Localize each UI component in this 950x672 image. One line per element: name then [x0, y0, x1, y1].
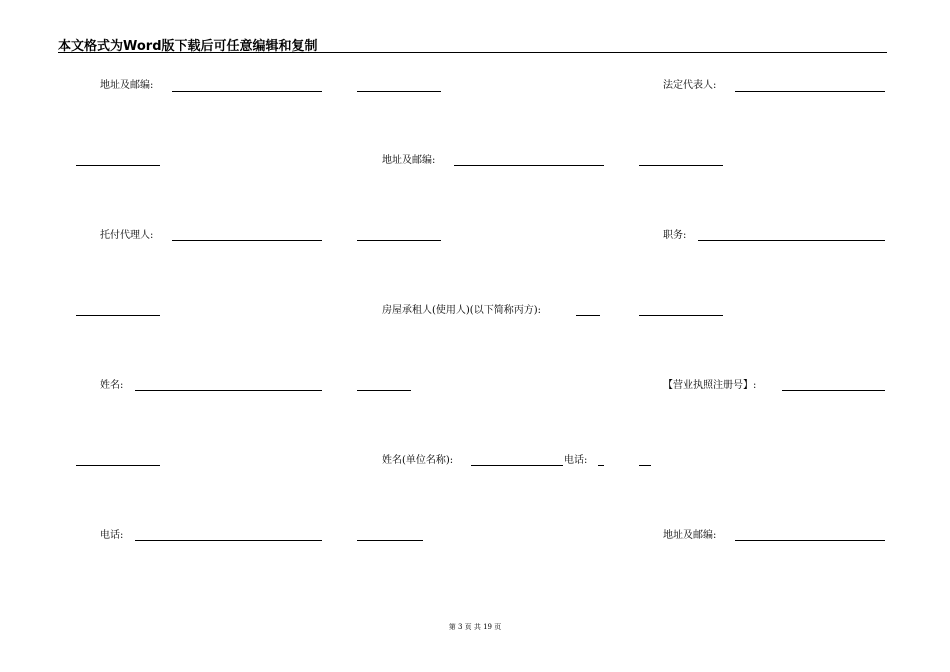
- unit-name-label: 姓名(单位名称):: [382, 455, 454, 466]
- business-license-blank[interactable]: [782, 390, 885, 391]
- blank-line[interactable]: [639, 165, 723, 166]
- phone-label: 电话:: [100, 530, 124, 541]
- blank-line[interactable]: [76, 315, 160, 316]
- document-header-title: 本文格式为Word版下载后可任意编辑和复制: [58, 39, 318, 54]
- phone-blank[interactable]: [598, 465, 604, 466]
- blank-line[interactable]: [639, 315, 723, 316]
- page-number-footer: 第 3 页 共 19 页: [448, 623, 502, 631]
- tenant-blank[interactable]: [576, 315, 600, 316]
- header-divider: [58, 52, 887, 53]
- blank-line[interactable]: [357, 91, 441, 92]
- legal-representative-label: 法定代表人:: [663, 80, 717, 91]
- blank-line[interactable]: [76, 465, 160, 466]
- address-postcode-label: 地址及邮编:: [100, 80, 154, 91]
- tenant-label: 房屋承租人(使用人)(以下简称丙方):: [382, 305, 541, 316]
- blank-line[interactable]: [639, 465, 651, 466]
- business-license-label: 【营业执照注册号】:: [663, 380, 757, 391]
- address-postcode-blank[interactable]: [454, 165, 604, 166]
- blank-line[interactable]: [76, 165, 160, 166]
- agent-blank[interactable]: [172, 240, 322, 241]
- phone-blank[interactable]: [135, 540, 322, 541]
- address-postcode-blank[interactable]: [172, 91, 322, 92]
- name-label: 姓名:: [100, 380, 124, 391]
- unit-name-blank[interactable]: [471, 465, 563, 466]
- address-postcode-blank[interactable]: [735, 540, 885, 541]
- agent-label: 托付代理人:: [100, 230, 154, 241]
- position-label: 职务:: [663, 230, 687, 241]
- address-postcode-label: 地址及邮编:: [382, 155, 436, 166]
- name-blank[interactable]: [135, 390, 322, 391]
- legal-representative-blank[interactable]: [735, 91, 885, 92]
- position-blank[interactable]: [698, 240, 885, 241]
- blank-line[interactable]: [357, 390, 411, 391]
- phone-label: 电话:: [564, 455, 588, 466]
- address-postcode-label: 地址及邮编:: [663, 530, 717, 541]
- blank-line[interactable]: [357, 240, 441, 241]
- blank-line[interactable]: [357, 540, 423, 541]
